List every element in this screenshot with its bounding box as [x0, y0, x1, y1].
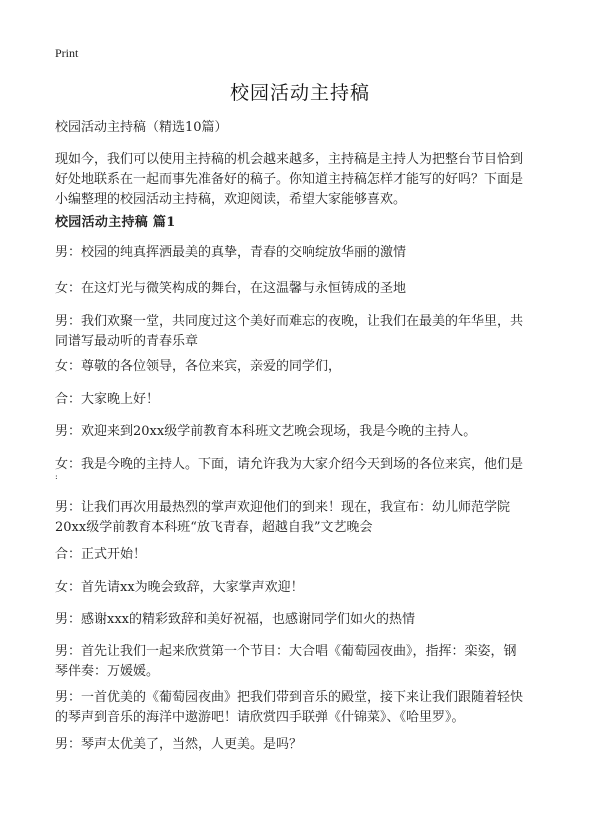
dialogue-line: 男：感谢xxx的精彩致辞和美好祝福，也感谢同学们如火的热情 — [55, 612, 415, 627]
dialogue-paragraph — [55, 357, 550, 377]
page-title: 校园活动主持稿 — [229, 82, 370, 104]
print-link[interactable]: Print — [55, 46, 79, 60]
dialogue-line: 女：尊敬的各位领导，各位来宾，亲爱的同学们， — [55, 359, 342, 374]
intro-paragraph — [55, 150, 550, 210]
dialogue-line: 的琴声到音乐的海洋中遨游吧！请欣赏四手联弹《什锦菜》、《哈里罗》。 — [55, 710, 465, 725]
dialogue-line: 20xx级学前教育本科班“放飞青春，超越自我”文艺晚会 — [55, 520, 373, 535]
dialogue-line: 男：欢迎来到20xx级学前教育本科班文艺晚会现场，我是今晚的主持人。 — [55, 424, 477, 439]
dialogue-line: 男：让我们再次用最热烈的掌声欢迎他们的到来！现在，我宣布：幼儿师范学院 — [55, 500, 511, 515]
dialogue-paragraph — [55, 578, 550, 598]
dialogue-line: 合：大家晚上好！ — [55, 392, 160, 407]
dialogue-line: 女：我是今晚的主持人。下面，请允许我为大家介绍今天到场的各位来宾，他们是 — [55, 457, 524, 472]
dialogue-line: 合：正式开始！ — [55, 547, 147, 562]
dialogue-paragraph — [55, 545, 550, 565]
dialogue-paragraph — [55, 243, 550, 263]
dialogue-line: 男：一首优美的《葡萄园夜曲》把我们带到音乐的殿堂，接下来让我们跟随着轻快 — [55, 690, 524, 705]
section-heading: 校园活动主持稿 篇1 — [55, 215, 176, 230]
dialogue-line: 男：琴声太优美了，当然，人更美。是吗？ — [55, 737, 303, 752]
dialogue-paragraph — [55, 688, 550, 728]
dialogue-line: 女：在这灯光与微笑构成的舞台，在这温馨与永恒铸成的圣地 — [55, 281, 407, 296]
dialogue-line: 女：首先请xx为晚会致辞，大家掌声欢迎！ — [55, 580, 304, 595]
dialogue-line: 男：我们欢聚一堂，共同度过这个美好而难忘的夜晚，让我们在最美的年华里，共 — [55, 314, 524, 329]
dialogue-line: 男：校园的纯真挥洒最美的真挚，青春的交响绽放华丽的激情 — [55, 245, 407, 260]
dialogue-paragraph — [55, 498, 550, 538]
intro-line: 小编整理的校园活动主持稿，欢迎阅读，希望大家能够喜欢。 — [55, 192, 407, 207]
intro-line: 好处地联系在一起而事先准备好的稿子。你知道主持稿怎样才能写的好吗？下面是 — [55, 172, 524, 187]
dialogue-paragraph — [55, 390, 550, 410]
dialogue-paragraph — [55, 735, 550, 755]
dialogue-paragraph — [55, 279, 550, 299]
dialogue-paragraph — [55, 610, 550, 630]
dialogue-paragraph — [55, 455, 550, 479]
dialogue-line: 同谱写最动听的青春乐章 — [55, 334, 199, 349]
dialogue-line: 琴伴奏：万媛媛。 — [55, 664, 160, 679]
subtitle: 校园活动主持稿（精选10篇） — [55, 120, 228, 135]
trailing-colon: : — [55, 472, 58, 481]
intro-line: 现如今，我们可以使用主持稿的机会越来越多，主持稿是主持人为把整台节目恰到 — [55, 152, 524, 167]
dialogue-paragraph — [55, 422, 550, 442]
dialogue-paragraph — [55, 312, 550, 352]
dialogue-line: 男：首先让我们一起来欣赏第一个节目：大合唱《葡萄园夜曲》，指挥：栾姿，钢 — [55, 644, 517, 659]
dialogue-paragraph — [55, 642, 550, 682]
